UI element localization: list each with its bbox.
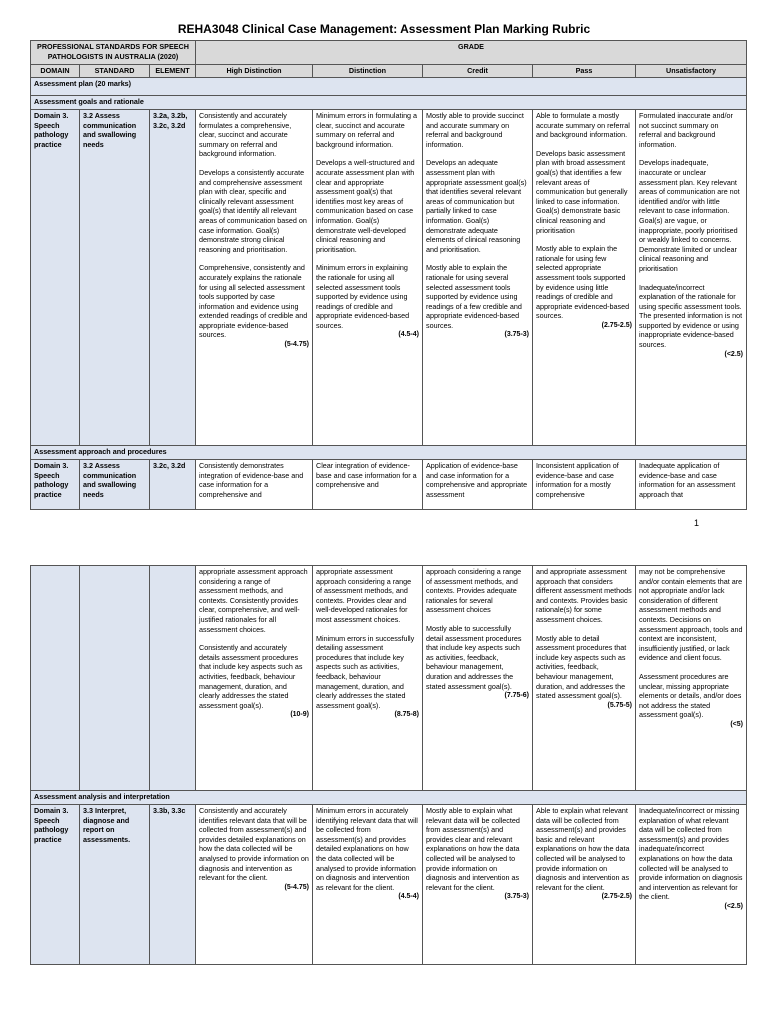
criterion-paragraph: Develops a consistently accurate and comprehensive assessment plan with clear, specific and clinically relevant assessment goal(s) that identify all relevant areas of communication based on case information. Goal(s) demonstrate strong clinical reasoning and prioritisation. [199,167,307,254]
criterion-cell [533,805,636,965]
col-standard-header: STANDARD [80,65,150,78]
score-range: (5.75-5) [607,701,632,709]
element-cell: 3.2c, 3.2d [150,460,196,510]
criterion-paragraph: appropriate assessment approach considering a range of assessment methods, and contexts. Consistently provides clear, comprehensive, and well-justified rationales for all assessment choices. [199,567,308,634]
criterion-cell [636,110,747,446]
domain-cell: Domain 3. Speech pathology practice [31,460,80,510]
grade-header-p: Pass [533,65,636,78]
grade-header-u: Unsatisfactory [636,65,747,78]
criterion-cell: Inconsistent application of evidence-base and case information for a mostly comprehensive [533,460,636,510]
score-range: (2.75-2.5) [601,321,632,329]
rubric-table-page-2 [30,565,747,965]
domain-cell: Domain 3. Speech pathology practice [31,110,80,446]
criterion-cell [196,805,313,965]
score-range: (4.5-4) [398,893,419,901]
score-range: (5-4.75) [284,883,309,891]
score-range: (<2.5) [724,350,743,358]
criterion-paragraph: Develops an adequate assessment plan with appropriate assessment goal(s) that identifies several relevant areas of communication but partially linked to case information. Goal(s) demonstrate adequate elements of clinical reasoning and prioritisation. [426,158,527,254]
criterion-paragraph: appropriate assessment approach considering a range of assessment methods, and contexts. Provides clear and well-developed rationales for most assessment choices. [316,567,412,624]
section-heading-goals: Assessment goals and rationale [31,96,747,110]
element-cell: 3.3b, 3.3c [150,805,196,965]
criterion-paragraph: Consistently and accurately identifies relevant data that will be collected from assessment(s) and provides detailed explanations on how the data collected will be analysed to provide information on diagnosis and intervention as relevant for the client. [199,806,309,883]
standard-cell: 3.2 Assess communication and swallowing needs [80,460,150,510]
criterion-paragraph: Mostly able to explain the rationale for using several selected assessment tools supported by evidence using readings of a few credible and appropriate evidenced-based sources. [426,263,522,330]
criterion-cell [636,805,747,965]
criterion-cell [636,566,747,791]
criterion-paragraph: Mostly able to explain what relevant data will be collected from assessment(s) and provides clear and relevant explanations on how the data collected will be analysed to provide information on diagnosis and intervention as relevant for the client. [426,806,520,892]
criterion-paragraph: Minimum errors in successfully detailing assessment procedures that include key aspects such as activities, feedback, behaviour management, duration, and clearly addresses the stated assessment goal(s). [316,633,415,710]
criterion-cell [313,566,423,791]
criterion-paragraph: Able to formulate a mostly accurate summary on referral and background information. [536,111,630,140]
criterion-paragraph: may not be comprehensive and/or contain elements that are not appropriate and/or lack consideration of different assessment methods and contexts. Decisions on assessment approach, tools and context are inconsistent, insufficiently justified, or lack evidence and client focus. [639,567,743,663]
criterion-cell: Inadequate application of evidence-base and case information for an assessment approach that [636,460,747,510]
criterion-cell [313,110,423,446]
element-cell: 3.2a, 3.2b, 3.2c, 3.2d [150,110,196,446]
score-range: (5-4.75) [284,341,309,349]
table-row-goals [31,110,747,446]
criterion-cell [423,566,533,791]
score-range: (<5) [730,720,743,728]
page-2 [0,555,768,1024]
plan-heading: Assessment plan (20 marks) [31,78,747,96]
score-range: (2.75-2.5) [601,893,632,901]
grade-header-c: Credit [423,65,533,78]
score-range: (4.5-4) [398,331,419,339]
criterion-paragraph: Able to explain what relevant data will be collected from assessment(s) and provides basic and relevant explanations on how the data collected will be analysed to provide information on diagnosis and intervention as relevant for the client. [536,806,630,892]
criterion-cell [313,805,423,965]
score-range: (8.75-8) [394,711,419,719]
rubric-table-page-1 [30,40,747,510]
score-range: (7.75-6) [504,692,529,700]
criterion-cell [196,110,313,446]
standards-group-header: PROFESSIONAL STANDARDS FOR SPEECH PATHOLOGISTS IN AUSTRALIA (2020) [31,41,196,65]
score-range: (10-9) [290,711,309,719]
criterion-paragraph: Develops a well-structured and accurate assessment plan with clear and appropriate assessment goal(s) that identifies most key areas of communication based on case information. Goal(s) demonstrate well-developed clinical reasoning and prioritisation. [316,158,415,254]
table-row-approach-part-1 [31,460,747,510]
criterion-paragraph: Formulated inaccurate and/or not succinct summary on referral and background information. [639,111,733,149]
criterion-cell [423,805,533,965]
criterion-cell [196,566,313,791]
criterion-cell [533,566,636,791]
col-domain-header: DOMAIN [31,65,80,78]
criterion-paragraph: approach considering a range of assessment methods, and contexts. Provides adequate rationales for several assessment choices [426,567,522,615]
table-row-approach-part-2 [31,566,747,791]
criterion-paragraph: Mostly able to detail assessment procedures that include key aspects such as activities, feedback, behaviour management, duration, and addresses the stated assessment goal(s). [536,633,627,701]
score-range: (3.75-3) [504,893,529,901]
document-title: REHA3048 Clinical Case Management: Assessment Plan Marking Rubric [177,22,591,36]
criterion-paragraph: Minimum errors in formulating a clear, succinct and accurate summary on referral and background information. [316,111,418,149]
page-number: 1 [694,518,700,528]
standard-cell: 3.2 Assess communication and swallowing needs [80,110,150,446]
col-element-header: ELEMENT [150,65,196,78]
score-range: (<2.5) [724,902,743,910]
grade-header-d: Distinction [313,65,423,78]
criterion-paragraph: Consistently and accurately formulates a comprehensive, clear, succinct and accurate summary on referral and background information. [199,111,292,159]
score-range: (3.75-3) [504,331,529,339]
criterion-paragraph: Inadequate/incorrect explanation of the rationale for using specific assessment tools. The presented information is not supported by evidence or using inappropriate evidence-based sources. [639,282,743,350]
criterion-cell [423,110,533,446]
section-heading-analysis: Assessment analysis and interpretation [31,791,747,805]
criterion-paragraph: Inadequate/incorrect or missing explanation of what relevant data will be collected from assessment(s) and provides inadequate/incorrect explanations on how the data collected will be analysed to provide information on diagnosis and intervention as relevant for the client. [639,806,743,902]
criterion-paragraph: and appropriate assessment approach that considers different assessment methods and contexts. Provides basic rationale(s) for some assessment choices. [536,567,632,624]
criterion-paragraph: Develops inadequate, inaccurate or unclear assessment plan. Key relevant areas of communication are not identified and/or with little relevant to case information. Goal(s) are vague, or inappropriate, poorly prioritised or weakly linked to concerns. Demonstrate limited or unclear clinical reasoning and prioritisation [639,158,740,273]
criterion-paragraph: Comprehensive, consistently and accurately explains the rationale for using all selected assessment tools supported by case information and evidence using extended readings of credible and appropriate evidence-based sources. [199,263,308,340]
criterion-paragraph: Minimum errors in explaining the rationale for using all selected assessment tools supported by evidence using readings of credible and appropriate evidenced-based sources. [316,263,410,330]
domain-cell: Domain 3. Speech pathology practice [31,805,80,965]
criterion-paragraph: Mostly able to explain the rationale for using few selected appropriate assessment tools supported by evidence using little readings of credible and appropriate evidenced-based sources. [536,244,630,321]
grade-group-header: GRADE [196,41,747,65]
standard-cell: 3.3 Interpret, diagnose and report on assessments. [80,805,150,965]
grade-header-hd: High Distinction [196,65,313,78]
section-heading-approach: Assessment approach and procedures [31,446,747,460]
criterion-cell: Consistently demonstrates integration of evidence-base and case information for a comprehensive and [196,460,313,510]
criterion-paragraph: Mostly able to provide succinct and accurate summary on referral and background information. [426,111,524,149]
criterion-cell: Application of evidence-base and case information for a comprehensive and appropriate assessment [423,460,533,510]
criterion-paragraph: Consistently and accurately details assessment procedures that include key aspects such as activities, feedback, behaviour management, duration, and clearly addresses the stated assessment goal(s). [199,643,303,710]
table-row-analysis [31,805,747,965]
criterion-paragraph: Assessment procedures are unclear, missing appropriate elements or details, and/or does not address the stated assessment goal(s). [639,671,742,720]
criterion-paragraph: Mostly able to successfully detail assessment procedures that include key aspects such as activities, feedback, behaviour management, duration and addresses the stated assessment goal(s). [426,623,522,691]
criterion-paragraph: Develops basic assessment plan with broad assessment goal(s) that identifies a few relevant areas of communication but generally linked to case information. Goal(s) demonstrate basic clinical reasoning and prioritisation [536,148,628,235]
criterion-cell: Clear integration of evidence-base and case information for a comprehensive and [313,460,423,510]
criterion-cell [533,110,636,446]
criterion-paragraph: Minimum errors in accurately identifying relevant data that will be collected from assessment(s) and provides detailed explanations on how the data collected will be analysed to provide information on diagnosis and intervention as relevant for the client. [316,806,418,892]
